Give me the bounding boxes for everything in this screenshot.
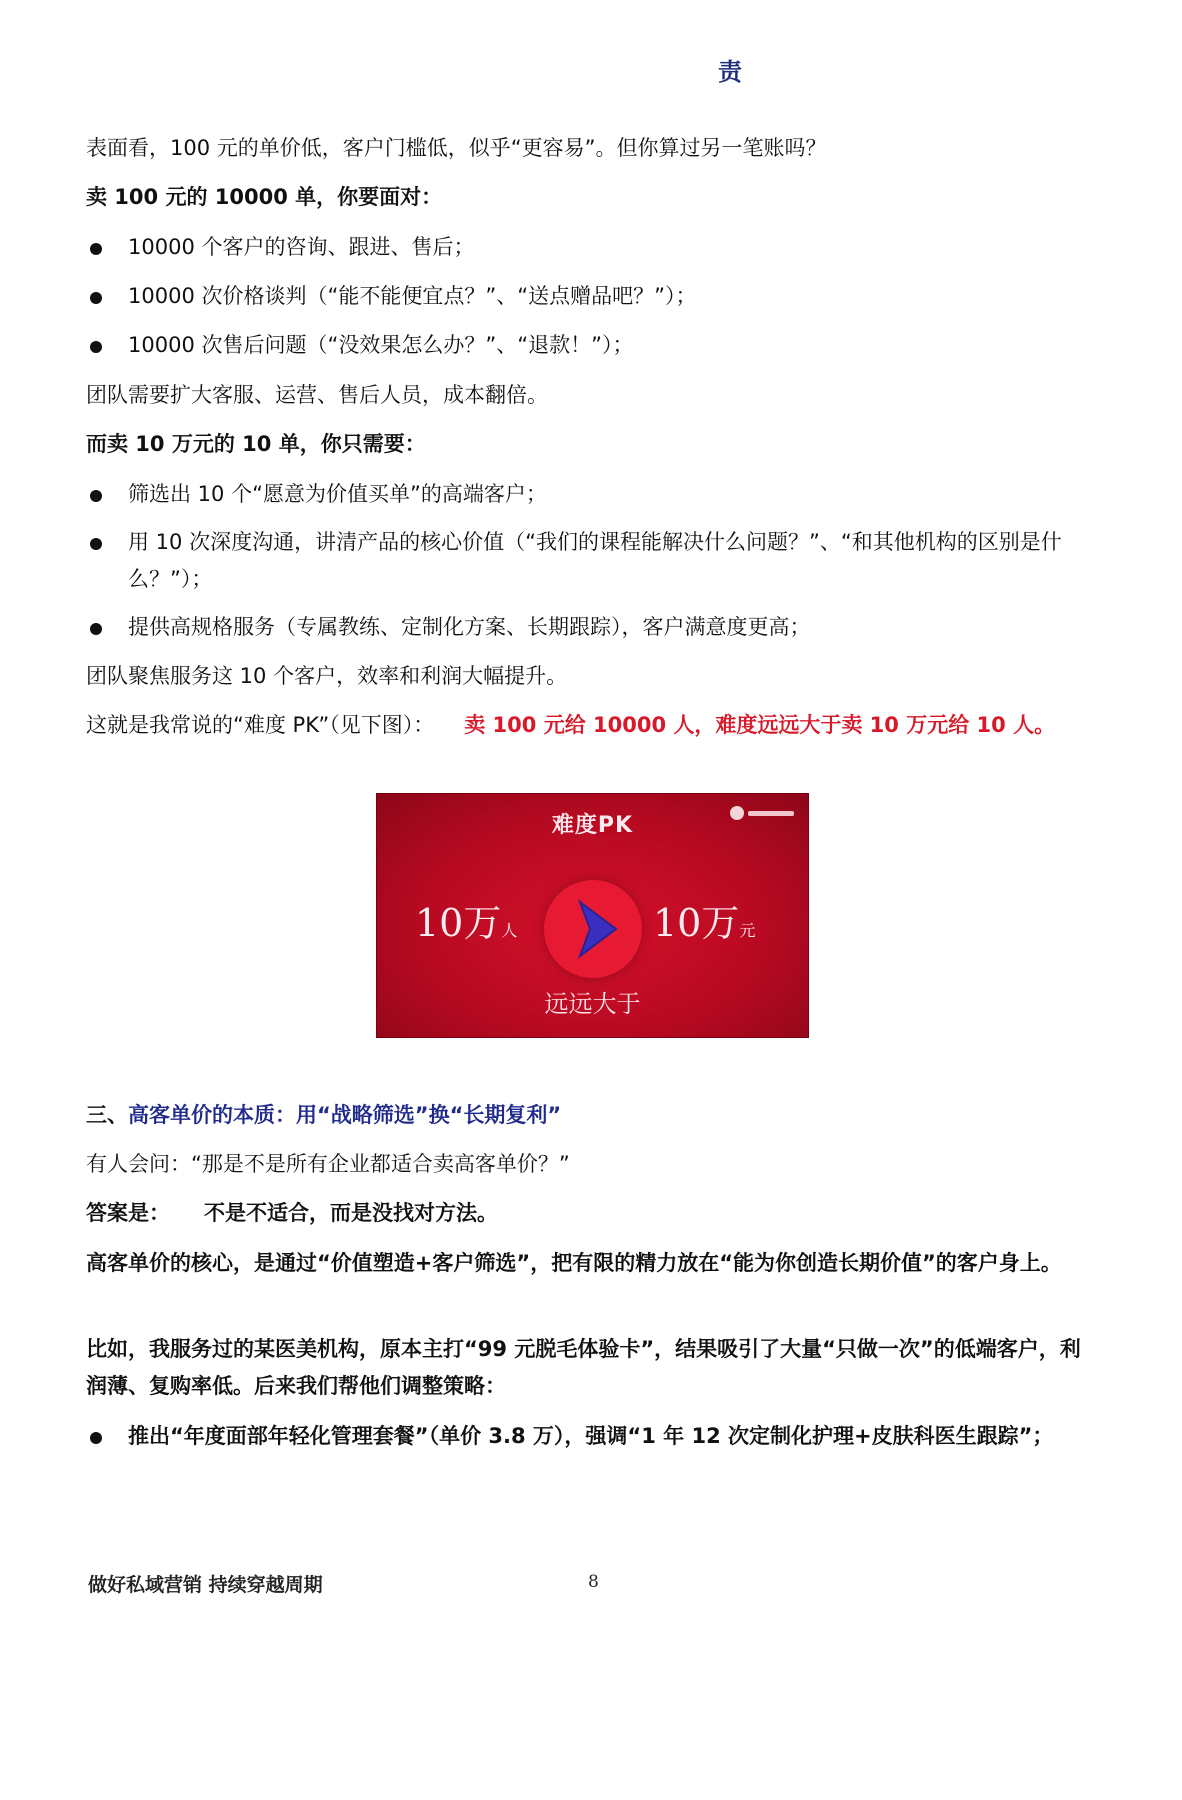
pk-right-value [653,892,755,947]
list-item-text: 10000 个客户的咨询、跟进、售后； [128,235,475,259]
section-3-title: 高客单价的本质：用“战略筛选”换“长期复利” [128,1103,562,1127]
bullet-icon [90,341,102,353]
list-item-text: 用 10 次深度沟通，讲清产品的核心价值（“我们的课程能解决什么问题？”、“和其他机构的区别是什么？”）； [128,530,1062,591]
header-mark: 责 [718,57,742,86]
difficulty-pk-intro: 这就是我常说的“难度 PK”（见下图）： [86,713,435,737]
pk-left-value [415,892,517,947]
paragraph-team-cost: 团队需要扩大客服、运营、售后人员，成本翻倍。 [86,383,548,407]
bullet-icon [90,538,102,550]
pk-right-number: 10万 [653,901,740,945]
heading-sell-100: 卖 100 元的 10000 单，你要面对： [86,185,443,209]
list-item-text: 推出“年度面部年轻化管理套餐”（单价 3.8 万），强调“1 年 12 次定制化护理+皮肤科医生跟踪”； [128,1424,1054,1448]
bullet-icon [90,292,102,304]
paragraph-answer [86,1195,1096,1231]
answer-label: 答案是： [86,1201,170,1225]
paragraph-intro: 表面看，100 元的单价低，客户门槛低，似乎“更容易”。但你算过另一笔账吗？ [86,136,827,160]
pk-image-title: 难度PK [551,813,634,838]
pk-left-unit: 人 [501,921,518,940]
difficulty-pk-highlight: 卖 100 元给 10000 人，难度远远大于卖 10 万元给 10 人。 [464,713,1056,737]
page-number: 8 [588,1572,599,1592]
paragraph-core: 高客单价的核心，是通过“价值塑造+客户筛选”，把有限的精力放在“能为你创造长期价值”的客户身上。 [86,1251,1062,1275]
pk-center-circle [544,880,642,978]
footer-slogan: 做好私域营销 持续穿越周期 [88,1574,323,1596]
section-3-prefix: 三、 [86,1103,128,1127]
bullet-icon [90,243,102,255]
list-item-text: 筛选出 10 个“愿意为价值买单”的高端客户； [128,482,547,506]
list-item-text: 提供高规格服务（专属教练、定制化方案、长期跟踪），客户满意度更高； [128,615,811,639]
pk-right-unit: 元 [739,921,756,940]
paragraph-example: 比如，我服务过的某医美机构，原本主打“99 元脱毛体验卡”，结果吸引了大量“只做一次”的低端客户，利润薄、复购率低。后来我们帮他们调整策略： [86,1337,1081,1398]
list-item-text: 10000 次售后问题（“没效果怎么办？”、“退款！”）； [128,333,634,357]
bullet-icon [90,490,102,502]
section-3-heading [86,1097,1096,1133]
paragraph-difficulty-pk [86,707,1098,744]
heading-sell-100k: 而卖 10 万元的 10 单，你只需要： [86,432,426,456]
bullet-icon [90,1432,102,1444]
list-item-text: 10000 次价格谈判（“能不能便宜点？”、“送点赠品吧？”）； [128,284,697,308]
brand-logo-icon [730,804,794,822]
difficulty-pk-image [376,793,809,1038]
chevron-right-icon [544,880,642,978]
paragraph-team-focus: 团队聚焦服务这 10 个客户，效率和利润大幅提升。 [86,664,568,688]
pk-bottom-text: 远远大于 [544,990,641,1018]
answer-text: 不是不适合，而是没找对方法。 [204,1201,498,1225]
paragraph-question: 有人会问：“那是不是所有企业都适合卖高客单价？” [86,1152,570,1176]
bullet-icon [90,623,102,635]
pk-left-number: 10万 [415,901,502,945]
